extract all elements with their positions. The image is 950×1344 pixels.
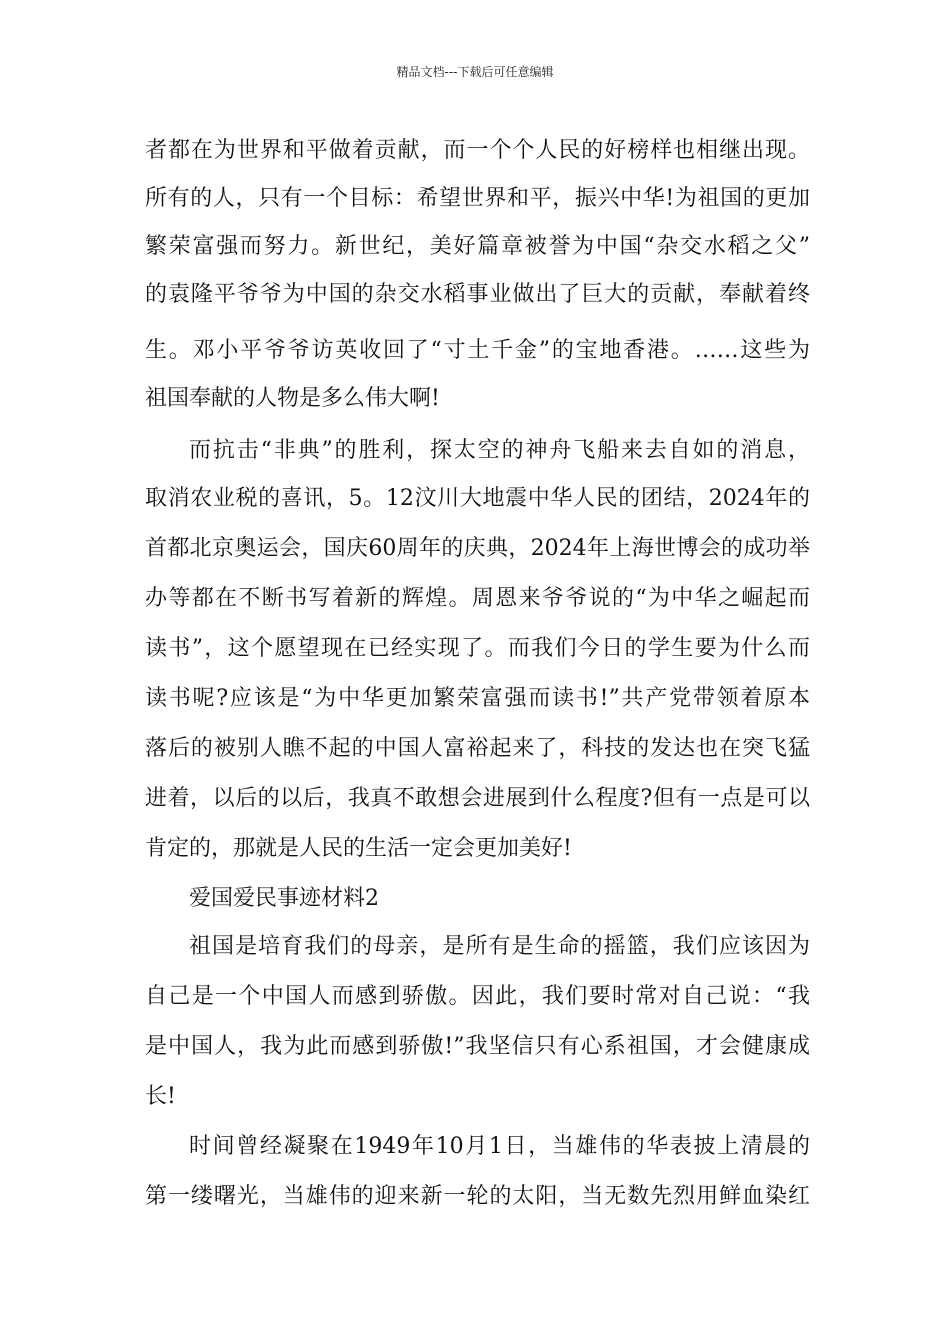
paragraph-2-line-8: 进着，以后的以后，我真不敢想会进展到什么程度?但有一点是可以 [145, 786, 810, 811]
page-header: 精品文档---下载后可任意编辑 [396, 65, 554, 79]
paragraph-4-line-2: 第一缕曙光，当雄伟的迎来新一轮的太阳，当无数先烈用鲜血染红 [145, 1184, 810, 1209]
paragraph-3-line-4: 长! [145, 1084, 176, 1109]
paragraph-1-line-3: 繁荣富强而努力。新世纪，美好篇章被誉为中国“杂交水稻之父” [145, 234, 810, 259]
paragraph-2-line-1: 而抗击“非典”的胜利，探太空的神舟飞船来去自如的消息， [189, 438, 810, 463]
paragraph-1-line-1: 者都在为世界和平做着贡献，而一个个人民的好榜样也相继出现。 [145, 138, 810, 163]
paragraph-2-line-4: 办等都在不断书写着新的辉煌。周恩来爷爷说的“为中华之崛起而 [145, 586, 810, 611]
paragraph-1-line-6: 祖国奉献的人物是多么伟大啊! [145, 386, 440, 411]
paragraph-2-line-9: 肯定的，那就是人民的生活一定会更加美好! [145, 836, 572, 861]
section-heading: 爱国爱民事迹材料2 [189, 886, 379, 911]
paragraph-3-line-2: 自己是一个中国人而感到骄傲。因此，我们要时常对自己说：“我 [145, 984, 810, 1009]
paragraph-2-line-6: 读书呢?应该是“为中华更加繁荣富强而读书!”共产党带领着原本 [145, 686, 810, 711]
paragraph-3-line-1: 祖国是培育我们的母亲，是所有是生命的摇篮，我们应该因为 [189, 934, 810, 959]
paragraph-2-line-3: 首都北京奥运会，国庆60周年的庆典，2024年上海世博会的成功举 [145, 536, 810, 561]
paragraph-2-line-2: 取消农业税的喜讯，5。12汶川大地震中华人民的团结，2024年的 [145, 486, 810, 511]
paragraph-1-line-4: 的袁隆平爷爷为中国的杂交水稻事业做出了巨大的贡献，奉献着终 [145, 282, 810, 307]
paragraph-3-line-3: 是中国人，我为此而感到骄傲!”我坚信只有心系祖国，才会健康成 [145, 1034, 810, 1059]
paragraph-4-line-1: 时间曾经凝聚在1949年10月1日，当雄伟的华表披上清晨的 [189, 1134, 810, 1159]
paragraph-1-line-2: 所有的人，只有一个目标：希望世界和平，振兴中华!为祖国的更加 [145, 186, 810, 211]
paragraph-2-line-7: 落后的被别人瞧不起的中国人富裕起来了，科技的发达也在突飞猛 [145, 736, 810, 761]
paragraph-1-line-5: 生。邓小平爷爷访英收回了“寸土千金”的宝地香港。……这些为 [145, 338, 810, 363]
paragraph-2-line-5: 读书”，这个愿望现在已经实现了。而我们今日的学生要为什么而 [145, 636, 810, 661]
